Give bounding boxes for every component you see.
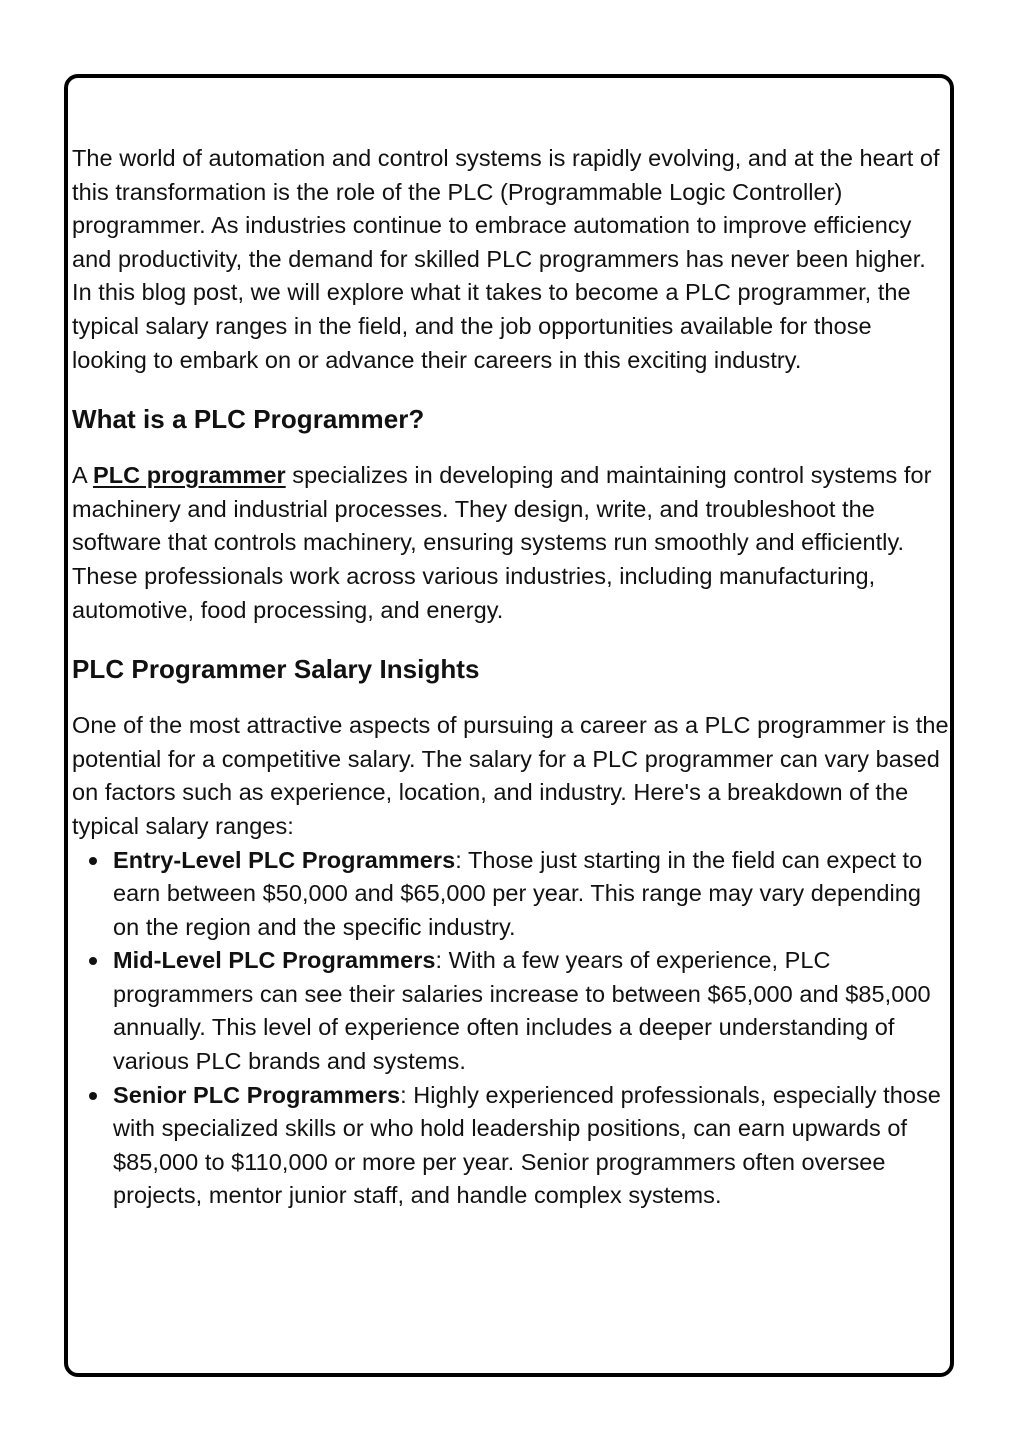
what-is-paragraph	[72, 459, 952, 627]
salary-ranges-list	[72, 844, 952, 1214]
list-item-mid-level	[72, 944, 952, 1078]
list-item-text: : Those just starting in the field can expect to earn between $50,000 and $65,000 per year. This range may vary depending on the region and the specific industry.	[113, 846, 923, 940]
list-item-title: Mid-Level PLC Programmers	[113, 947, 436, 974]
salary-intro-paragraph: One of the most attractive aspects of pursuing a career as a PLC programmer is the potential for a competitive salary. The salary for a PLC programmer can vary based on factors such as experience, location, and industry. Here's a breakdown of the typical salary ranges:	[72, 712, 949, 839]
what-is-heading: What is a PLC Programmer?	[72, 404, 425, 435]
list-item-senior	[72, 1079, 952, 1213]
article-body	[72, 142, 952, 1213]
salary-insights-heading: PLC Programmer Salary Insights	[72, 654, 480, 685]
bullet-icon	[89, 1092, 97, 1100]
what-is-body-text: specializes in developing and maintaining control systems for machinery and industrial processes. They design, write, and troubleshoot the software that controls machinery, ensuring systems run smoothly and efficiently. These professionals work across various industries, including manufacturing, automotive, food processing, and energy.	[72, 462, 932, 623]
list-item-title: Entry-Level PLC Programmers	[113, 846, 456, 873]
plc-programmer-link[interactable]: PLC programmer	[93, 462, 286, 489]
intro-paragraph: The world of automation and control systems is rapidly evolving, and at the heart of this transformation is the role of the PLC (Programmable Logic Controller) programmer. As industries continue to embrace automation to improve efficiency and productivity, the demand for skilled PLC programmers has never been higher. In this blog post, we will explore what it takes to become a PLC programmer, the typical salary ranges in the field, and the job opportunities available for those looking to embark on or advance their careers in this exciting industry.	[72, 145, 940, 373]
list-item-entry-level	[72, 844, 952, 945]
what-is-lead-text: A	[72, 462, 94, 489]
list-item-text: : Highly experienced professionals, especially those with specialized skills or who hold leadership positions, can earn upwards of $85,000 to $110,000 or more per year. Senior programmers often oversee projects, mentor junior staff, and handle complex systems.	[113, 1081, 941, 1209]
bullet-icon	[89, 857, 97, 865]
list-item-text: : With a few years of experience, PLC programmers can see their salaries increase to between $65,000 and $85,000 annually. This level of experience often includes a deeper understanding of various PLC brands and systems.	[113, 947, 931, 1075]
list-item-title: Senior PLC Programmers	[113, 1081, 401, 1108]
bullet-icon	[89, 957, 97, 965]
